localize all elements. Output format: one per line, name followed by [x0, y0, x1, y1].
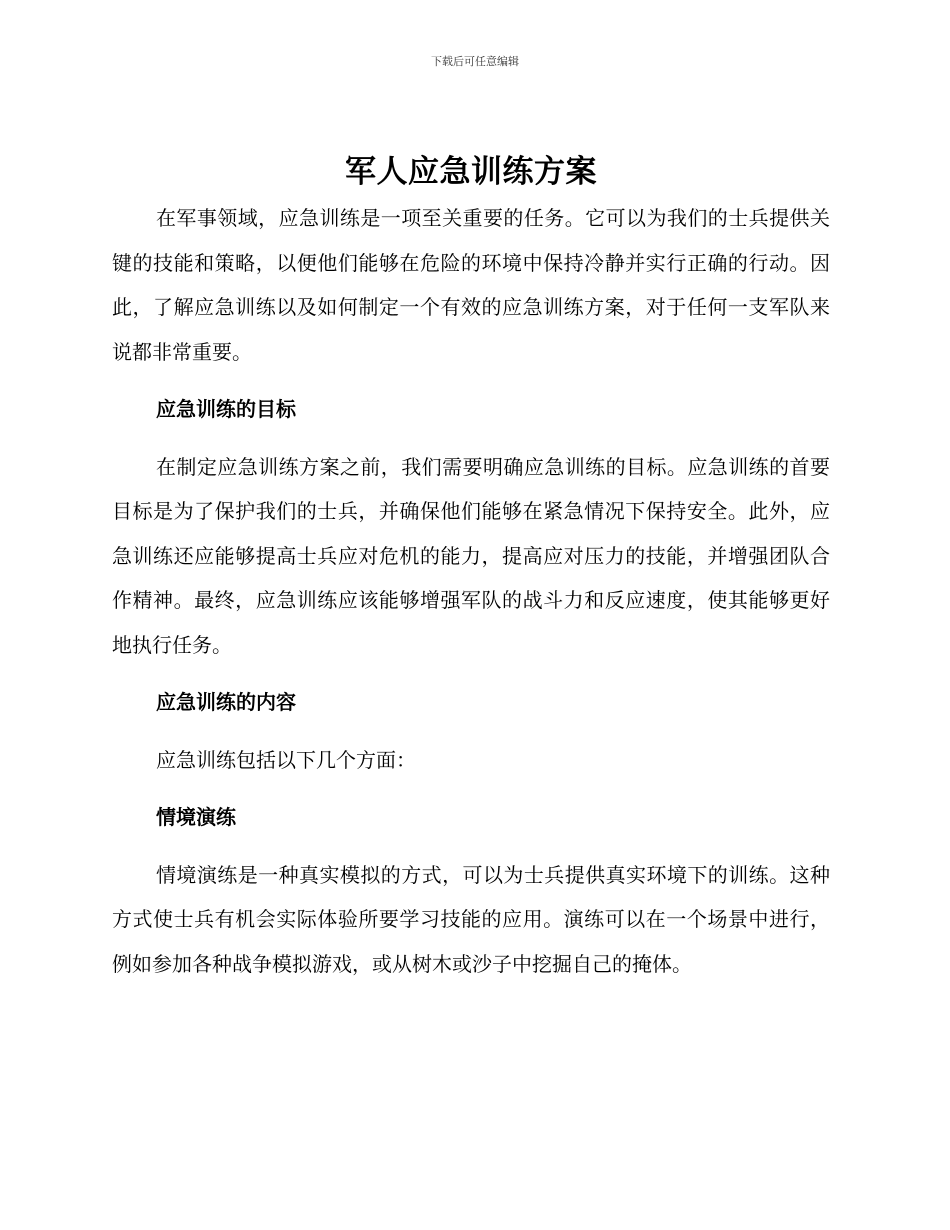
section-heading-goals: 应急训练的目标 [156, 397, 296, 421]
section-body-scenario-drill: 情境演练是一种真实模拟的方式，可以为士兵提供真实环境下的训练。这种方式使士兵有机会实际体验所要学习技能的应用。演练可以在一个场景中进行，例如参加各种战争模拟游戏，或从树木或沙子中挖掘自己的掩体。 [112, 862, 830, 976]
section-body-goals: 在制定应急训练方案之前，我们需要明确应急训练的目标。应急训练的首要目标是为了保护我们的士兵，并确保他们能够在紧急情况下保持安全。此外，应急训练还应能够提高士兵应对危机的能力，提高应对压力的技能，并增强团队合作精神。最终，应急训练应该能够增强军队的战斗力和反应速度，使其能够更好地执行任务。 [112, 454, 830, 657]
page-header: 下载后可任意编辑 [431, 55, 519, 68]
document-title: 军人应急训练方案 [345, 154, 597, 190]
section-heading-scenario-drill: 情境演练 [156, 805, 236, 829]
section-heading-content: 应急训练的内容 [156, 690, 296, 714]
document-body [112, 150, 830, 986]
intro-paragraph: 在军事领域，应急训练是一项至关重要的任务。它可以为我们的士兵提供关键的技能和策略，以便他们能够在危险的环境中保持冷静并实行正确的行动。因此，了解应急训练以及如何制定一个有效的应急训练方案，对于任何一支军队来说都非常重要。 [112, 206, 830, 364]
section-body-content: 应急训练包括以下几个方面： [156, 747, 416, 772]
